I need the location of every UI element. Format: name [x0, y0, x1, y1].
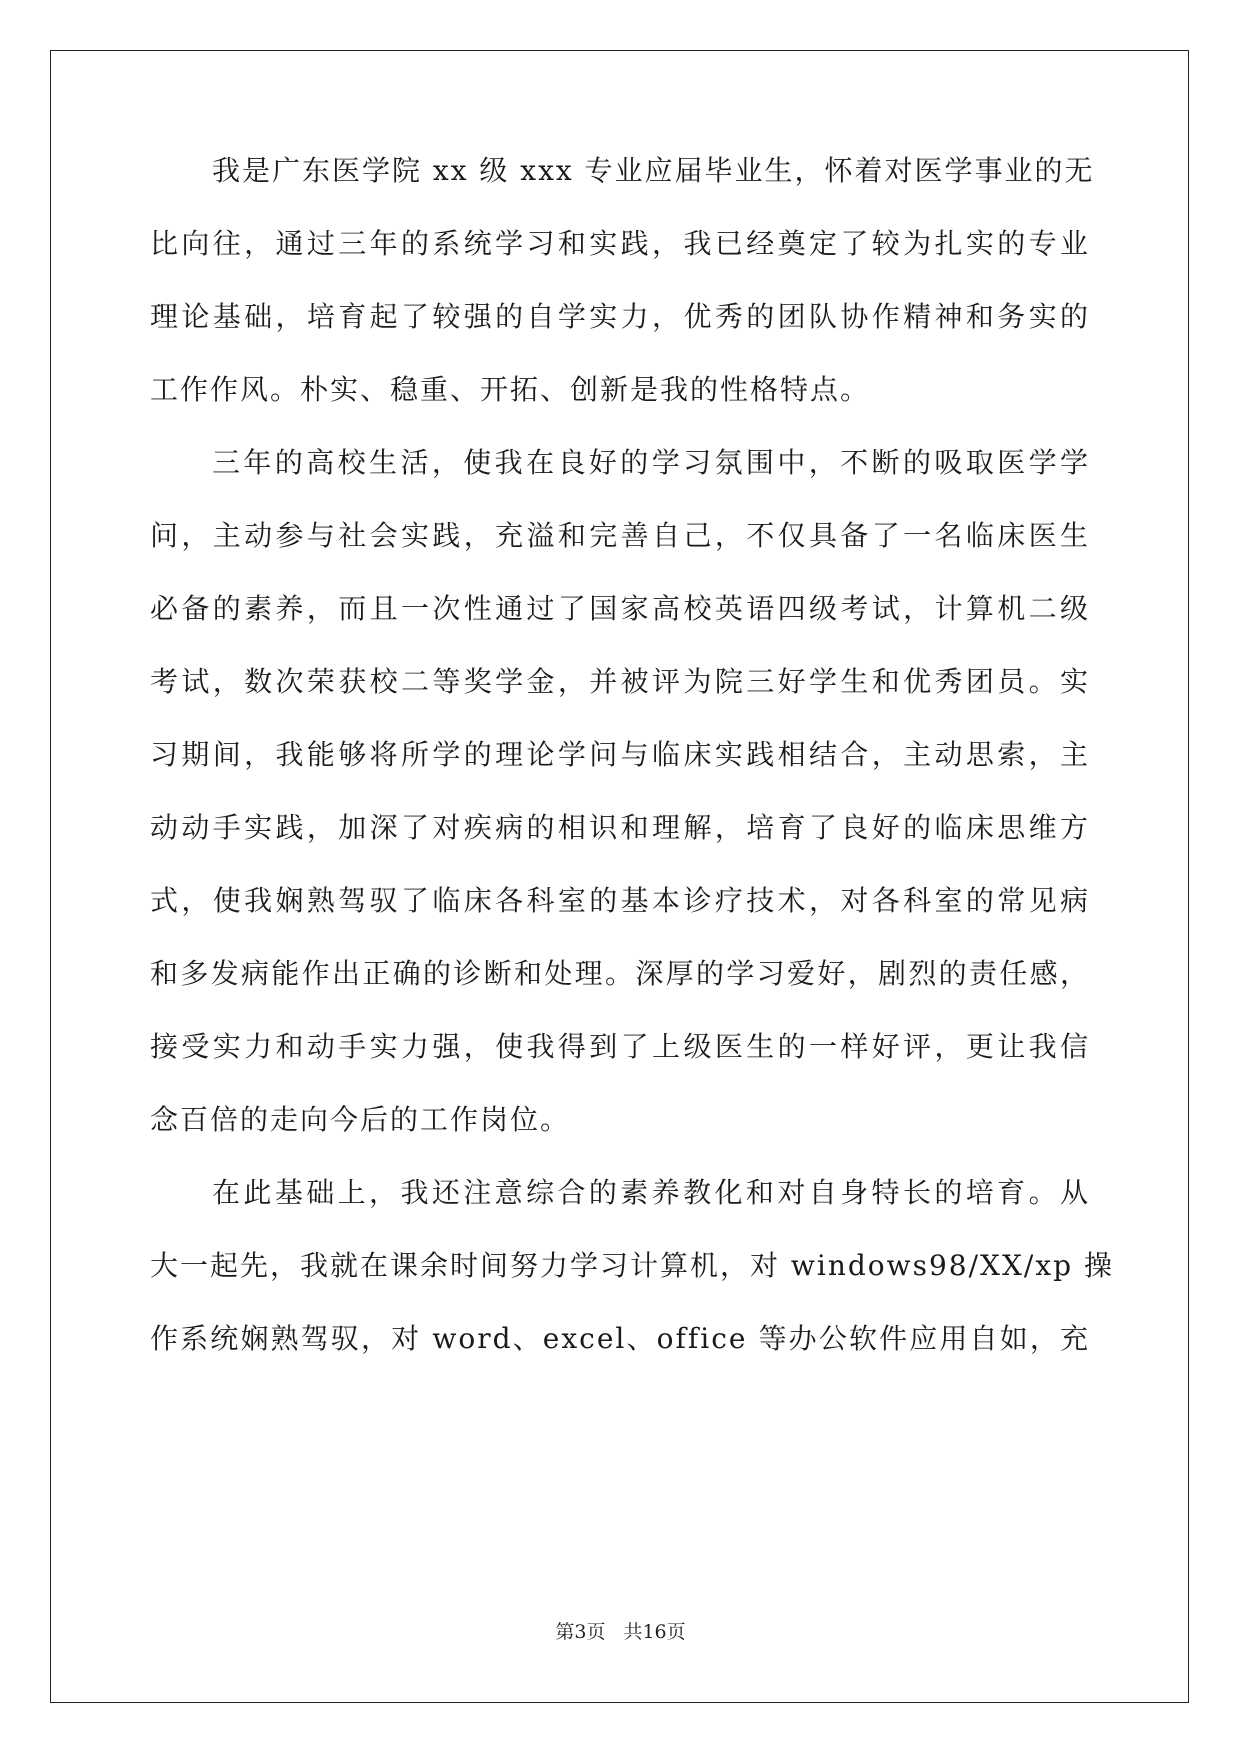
paragraph-2-line-4: 考试，数次荣获校二等奖学金，并被评为院三好学生和优秀团员。实	[150, 665, 1090, 698]
paragraph-2-line-5: 习期间，我能够将所学的理论学问与临床实践相结合，主动思索，主	[150, 738, 1090, 771]
paragraph-2-line-10: 念百倍的走向今后的工作岗位。	[150, 1103, 571, 1136]
paragraph-2-line-8: 和多发病能作出正确的诊断和处理。深厚的学习爱好，剧烈的责任感，	[150, 957, 1090, 990]
page-total: 共16页	[623, 1621, 686, 1643]
paragraph-2-line-9: 接受实力和动手实力强，使我得到了上级医生的一样好评，更让我信	[150, 1030, 1090, 1063]
page-footer	[0, 1620, 1241, 1644]
paragraph-3-line-2: 大一起先，我就在课余时间努力学习计算机，对 windows98/XX/xp 操	[150, 1249, 1114, 1282]
paragraph-2-line-6: 动动手实践，加深了对疾病的相识和理解，培育了良好的临床思维方	[150, 811, 1090, 844]
paragraph-1-line-2: 比向往，通过三年的系统学习和实践，我已经奠定了较为扎实的专业	[150, 227, 1090, 260]
paragraph-2-line-1: 三年的高校生活，使我在良好的学习氛围中，不断的吸取医学学	[212, 446, 1090, 479]
paragraph-3-line-1: 在此基础上，我还注意综合的素养教化和对自身特长的培育。从	[212, 1176, 1090, 1209]
paragraph-2-line-7: 式，使我娴熟驾驭了临床各科室的基本诊疗技术，对各科室的常见病	[150, 884, 1090, 917]
paragraph-1-line-3: 理论基础，培育起了较强的自学实力，优秀的团队协作精神和务实的	[150, 300, 1090, 333]
paragraph-2-line-2: 问，主动参与社会实践，充溢和完善自己，不仅具备了一名临床医生	[150, 519, 1090, 552]
paragraph-1-line-1: 我是广东医学院 xx 级 xxx 专业应届毕业生，怀着对医学事业的无	[212, 154, 1095, 187]
paragraph-1-line-4: 工作作风。朴实、稳重、开拓、创新是我的性格特点。	[150, 373, 871, 406]
paragraph-3-line-3: 作系统娴熟驾驭，对 word、excel、office 等办公软件应用自如，充	[150, 1322, 1090, 1355]
page-number: 第3页	[555, 1621, 606, 1643]
paragraph-2-line-3: 必备的素养，而且一次性通过了国家高校英语四级考试，计算机二级	[150, 592, 1090, 625]
